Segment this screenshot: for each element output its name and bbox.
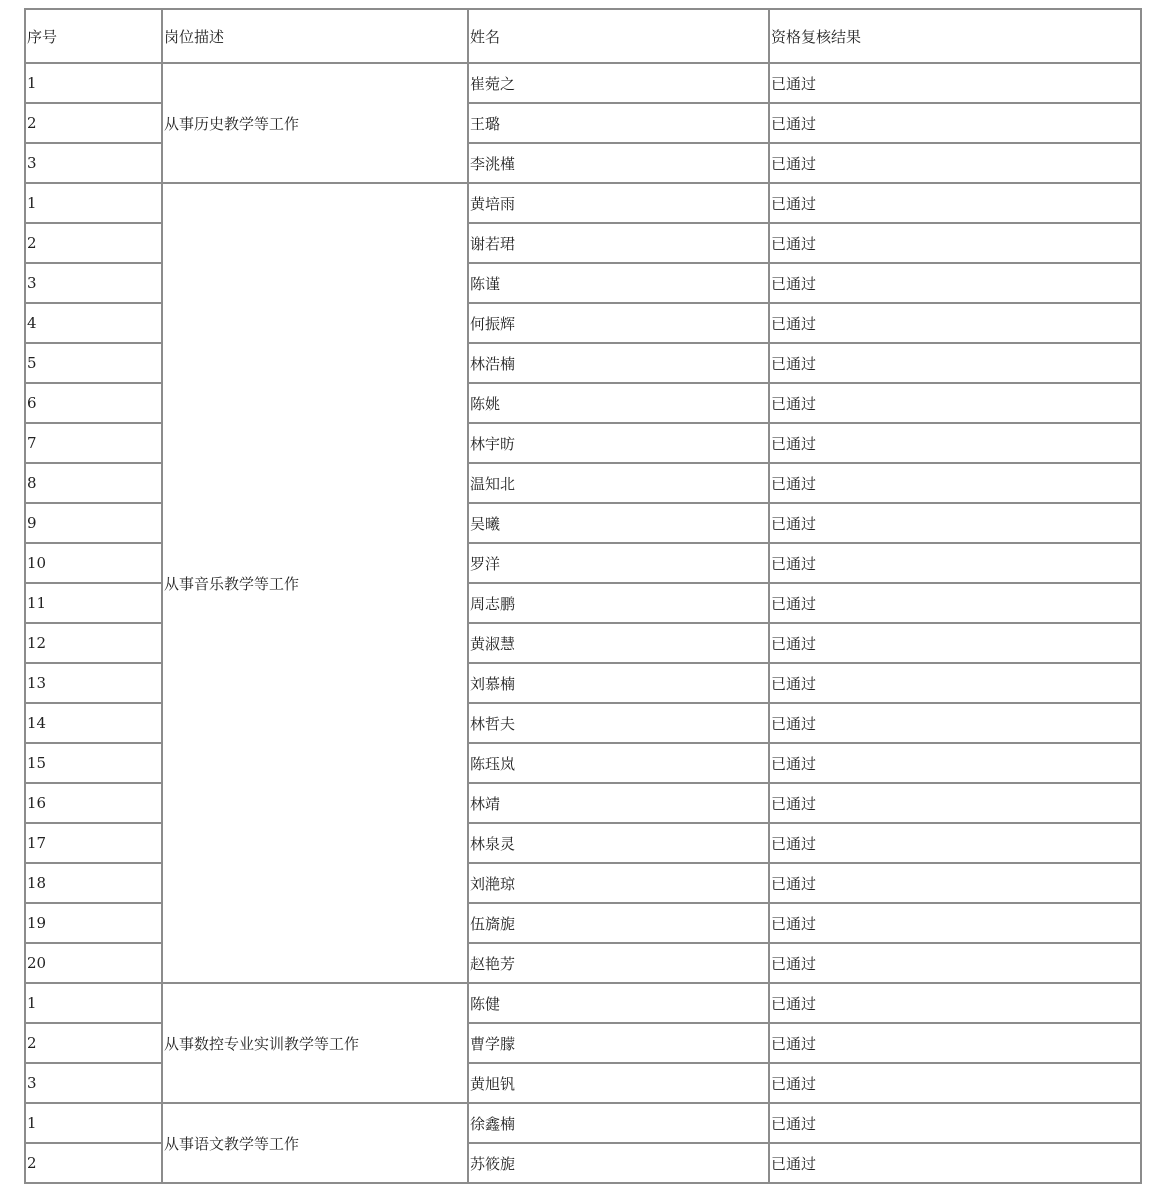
cell-index: 6 <box>25 383 162 423</box>
cell-index: 8 <box>25 463 162 503</box>
cell-review-result: 已通过 <box>769 303 1141 343</box>
cell-index: 1 <box>25 183 162 223</box>
cell-review-result: 已通过 <box>769 423 1141 463</box>
cell-review-result: 已通过 <box>769 1023 1141 1063</box>
cell-review-result: 已通过 <box>769 943 1141 983</box>
cell-review-result: 已通过 <box>769 663 1141 703</box>
cell-review-result: 已通过 <box>769 783 1141 823</box>
cell-name: 黄培雨 <box>468 183 769 223</box>
cell-review-result: 已通过 <box>769 703 1141 743</box>
cell-review-result: 已通过 <box>769 63 1141 103</box>
cell-name: 刘慕楠 <box>468 663 769 703</box>
cell-index: 2 <box>25 223 162 263</box>
cell-index: 1 <box>25 63 162 103</box>
cell-review-result: 已通过 <box>769 983 1141 1023</box>
cell-review-result: 已通过 <box>769 1103 1141 1143</box>
cell-name: 李洮槿 <box>468 143 769 183</box>
cell-name: 罗洋 <box>468 543 769 583</box>
cell-name: 何振辉 <box>468 303 769 343</box>
cell-index: 2 <box>25 1143 162 1183</box>
cell-name: 林浩楠 <box>468 343 769 383</box>
cell-review-result: 已通过 <box>769 863 1141 903</box>
cell-index: 17 <box>25 823 162 863</box>
cell-index: 19 <box>25 903 162 943</box>
cell-name: 黄旭钒 <box>468 1063 769 1103</box>
cell-review-result: 已通过 <box>769 343 1141 383</box>
cell-index: 9 <box>25 503 162 543</box>
cell-name: 徐鑫楠 <box>468 1103 769 1143</box>
header-name: 姓名 <box>468 9 769 63</box>
header-review-result: 资格复核结果 <box>769 9 1141 63</box>
cell-name: 陈健 <box>468 983 769 1023</box>
table-row <box>25 183 1141 223</box>
cell-review-result: 已通过 <box>769 223 1141 263</box>
cell-index: 1 <box>25 983 162 1023</box>
table-row <box>25 1103 1141 1143</box>
cell-review-result: 已通过 <box>769 183 1141 223</box>
cell-name: 林泉灵 <box>468 823 769 863</box>
cell-position-description: 从事数控专业实训教学等工作 <box>162 983 468 1103</box>
cell-index: 16 <box>25 783 162 823</box>
cell-name: 王璐 <box>468 103 769 143</box>
cell-name: 周志鹏 <box>468 583 769 623</box>
cell-review-result: 已通过 <box>769 583 1141 623</box>
qualification-review-table <box>24 8 1142 1184</box>
cell-review-result: 已通过 <box>769 1063 1141 1103</box>
cell-index: 2 <box>25 1023 162 1063</box>
cell-index: 7 <box>25 423 162 463</box>
cell-review-result: 已通过 <box>769 383 1141 423</box>
table-body <box>25 9 1141 1183</box>
cell-name: 黄淑慧 <box>468 623 769 663</box>
cell-review-result: 已通过 <box>769 263 1141 303</box>
cell-index: 2 <box>25 103 162 143</box>
cell-review-result: 已通过 <box>769 143 1141 183</box>
cell-name: 陈珏岚 <box>468 743 769 783</box>
cell-index: 3 <box>25 1063 162 1103</box>
cell-position-description: 从事音乐教学等工作 <box>162 183 468 983</box>
cell-name: 刘滟琼 <box>468 863 769 903</box>
header-position-description: 岗位描述 <box>162 9 468 63</box>
cell-name: 吴曦 <box>468 503 769 543</box>
cell-review-result: 已通过 <box>769 903 1141 943</box>
cell-position-description: 从事历史教学等工作 <box>162 63 468 183</box>
cell-position-description: 从事语文教学等工作 <box>162 1103 468 1183</box>
cell-name: 伍旖旎 <box>468 903 769 943</box>
cell-name: 谢若珺 <box>468 223 769 263</box>
header-index: 序号 <box>25 9 162 63</box>
table-row <box>25 983 1141 1023</box>
cell-review-result: 已通过 <box>769 503 1141 543</box>
cell-index: 4 <box>25 303 162 343</box>
cell-index: 18 <box>25 863 162 903</box>
cell-name: 林哲夫 <box>468 703 769 743</box>
cell-index: 13 <box>25 663 162 703</box>
cell-index: 11 <box>25 583 162 623</box>
cell-review-result: 已通过 <box>769 103 1141 143</box>
cell-name: 林宇昉 <box>468 423 769 463</box>
cell-index: 14 <box>25 703 162 743</box>
cell-name: 苏筱旎 <box>468 1143 769 1183</box>
cell-name: 陈姚 <box>468 383 769 423</box>
cell-review-result: 已通过 <box>769 743 1141 783</box>
cell-name: 曹学朦 <box>468 1023 769 1063</box>
cell-index: 15 <box>25 743 162 783</box>
cell-review-result: 已通过 <box>769 1143 1141 1183</box>
cell-name: 赵艳芳 <box>468 943 769 983</box>
cell-index: 20 <box>25 943 162 983</box>
cell-review-result: 已通过 <box>769 623 1141 663</box>
cell-index: 10 <box>25 543 162 583</box>
cell-index: 1 <box>25 1103 162 1143</box>
cell-name: 温知北 <box>468 463 769 503</box>
table-row <box>25 63 1141 103</box>
cell-index: 12 <box>25 623 162 663</box>
cell-review-result: 已通过 <box>769 823 1141 863</box>
cell-name: 林靖 <box>468 783 769 823</box>
cell-name: 崔菀之 <box>468 63 769 103</box>
cell-index: 3 <box>25 143 162 183</box>
cell-index: 5 <box>25 343 162 383</box>
cell-index: 3 <box>25 263 162 303</box>
cell-review-result: 已通过 <box>769 463 1141 503</box>
cell-name: 陈谨 <box>468 263 769 303</box>
cell-review-result: 已通过 <box>769 543 1141 583</box>
table-header-row <box>25 9 1141 63</box>
